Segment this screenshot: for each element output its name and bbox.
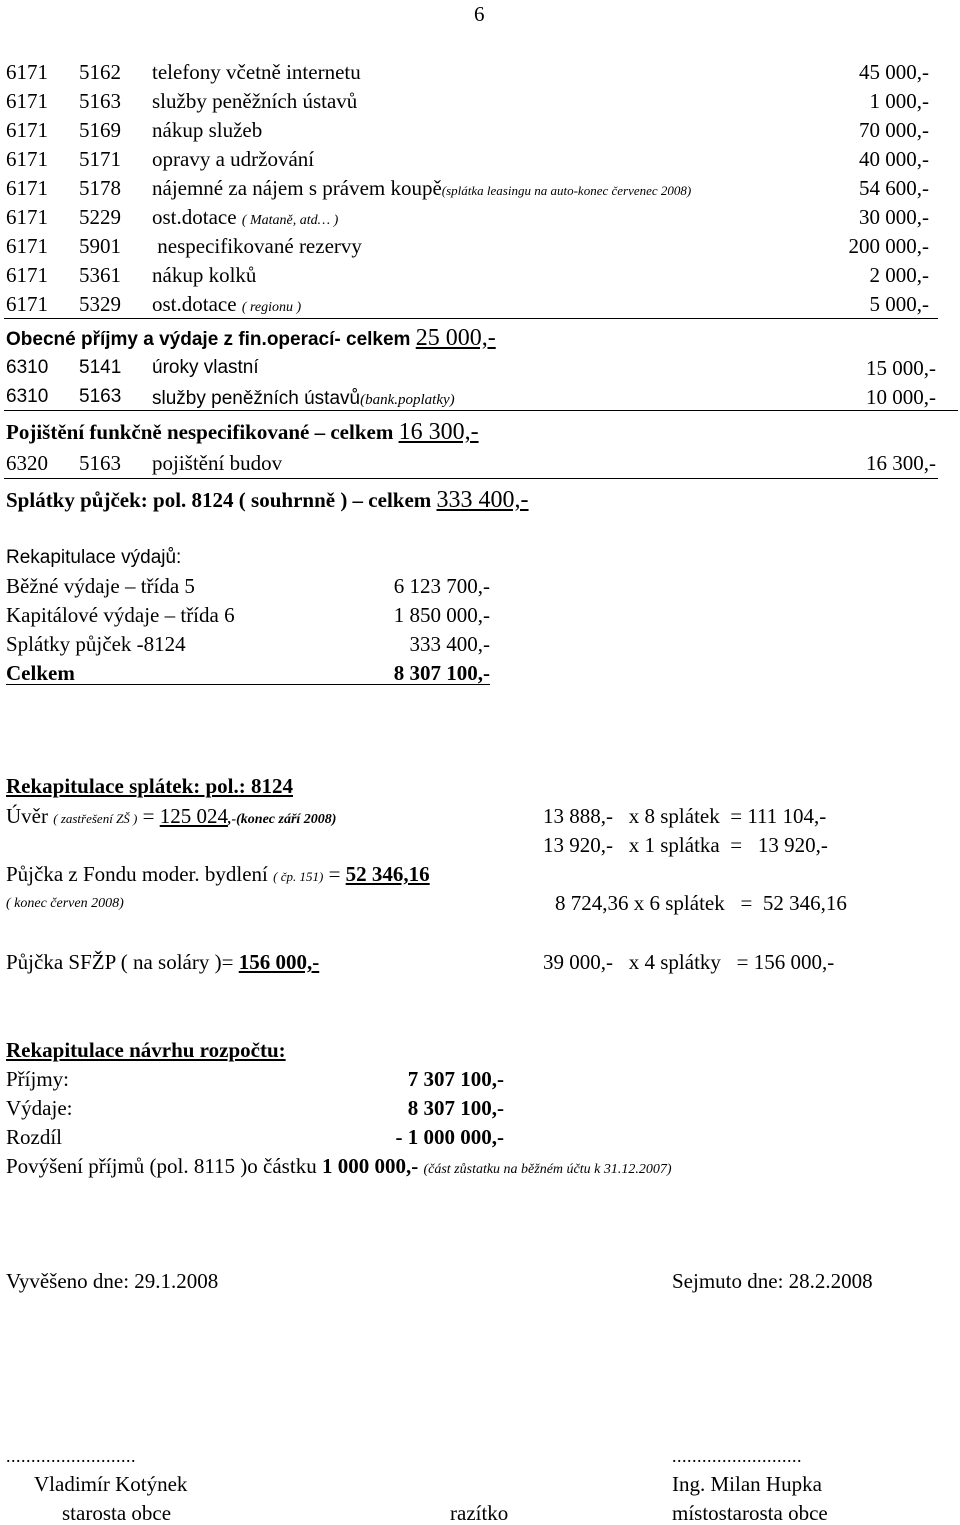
row-text: opravy a udržování <box>152 147 315 171</box>
posted-date: Vyvěšeno dne: 29.1.2008 <box>6 1269 219 1293</box>
uver-tail: ,-(konec září 2008) <box>227 812 337 827</box>
row-text: nákup kolků <box>152 263 257 287</box>
divider <box>4 478 938 479</box>
uver-note: ( zastřešení ZŠ ) <box>53 811 138 826</box>
fond-amount: 52 346,16 <box>345 862 430 886</box>
row-text: pojištění budov <box>152 451 283 475</box>
row-text: nespecifikované rezervy <box>152 234 362 258</box>
recap-budget-title: Rekapitulace návrhu rozpočtu: <box>6 1038 286 1062</box>
row-amount: 70 000,- <box>859 118 929 142</box>
section-ins-title: Pojištění funkčně nespecifikované – celkem <box>6 420 394 444</box>
row-text: nájemné za nájem s právem koupě <box>152 176 442 200</box>
row-text: nákup služeb <box>152 118 263 142</box>
left-signer-name: Vladimír Kotýnek <box>34 1472 188 1496</box>
divider <box>4 318 938 319</box>
increase-note: (část zůstatku na běžném účtu k 31.12.2007) <box>423 1162 672 1177</box>
row-text-with-note <box>152 387 455 408</box>
section-ins-total: 16 300,- <box>398 419 479 445</box>
recap-expenses-title: Rekapitulace výdajů: <box>6 547 182 568</box>
row-par: 6171 <box>6 147 48 171</box>
section-fin-total: 25 000,- <box>415 325 496 351</box>
row-pol: 5901 <box>79 234 121 258</box>
row-amount: 30 000,- <box>859 205 929 229</box>
row-par: 6171 <box>6 118 48 142</box>
fond-calc: 8 724,36 x 6 splátek = 52 346,16 <box>555 891 847 915</box>
uver-calc-2: 13 920,- x 1 splátka = 13 920,- <box>543 833 828 857</box>
recap-value: 333 400,- <box>409 632 490 656</box>
row-amount: 10 000,- <box>866 385 936 409</box>
fond-eq: = <box>323 862 346 886</box>
increase-line <box>6 1156 672 1177</box>
right-signer-role: místostarosta obce <box>672 1501 828 1525</box>
removed-date: Sejmuto dne: 28.2.2008 <box>672 1269 873 1293</box>
budget-label: Příjmy: <box>6 1067 70 1091</box>
row-amount: 2 000,- <box>869 263 929 287</box>
sfzp-label: Půjčka SFŽP ( na soláry )= <box>6 950 239 974</box>
fond-label: Půjčka z Fondu moder. bydlení <box>6 862 268 886</box>
row-text: úroky vlastní <box>152 357 259 378</box>
row-pol: 5162 <box>79 60 121 84</box>
recap-label: Kapitálové výdaje – třída 6 <box>6 603 235 627</box>
row-pol: 5229 <box>79 205 121 229</box>
recap-loans-title-line <box>6 776 293 797</box>
row-amount: 200 000,- <box>848 234 929 258</box>
recap-value: 1 850 000,- <box>393 603 490 627</box>
row-pol: 5163 <box>79 386 122 407</box>
section-loans-title: Splátky půjček: pol. 8124 ( souhrnně ) – celkem <box>6 488 432 512</box>
uver-label: Úvěr <box>6 804 48 828</box>
row-pol: 5361 <box>79 263 121 287</box>
row-par: 6171 <box>6 89 48 113</box>
section-fin-heading <box>6 326 496 350</box>
sfzp-line <box>6 952 319 973</box>
row-par: 6171 <box>6 60 48 84</box>
row-text-with-note <box>152 294 301 315</box>
uver-eq: = <box>137 804 160 828</box>
row-text: služby peněžních ústavů <box>152 388 361 409</box>
row-note: ( regionu ) <box>241 300 302 315</box>
total-underline <box>6 684 490 685</box>
row-amount: 45 000,- <box>859 60 929 84</box>
row-par: 6320 <box>6 451 48 475</box>
row-note: ( Mataně, atd… ) <box>241 213 339 228</box>
row-amount: 5 000,- <box>869 292 929 316</box>
uver-calc-1: 13 888,- x 8 splátek = 111 104,- <box>543 804 827 828</box>
recap-total-value: 8 307 100,- <box>393 661 490 685</box>
recap-value: 6 123 700,- <box>393 574 490 598</box>
section-fin-title: Obecné příjmy a výdaje z fin.operací- celkem <box>6 329 411 350</box>
budget-value: - 1 000 000,- <box>395 1125 504 1149</box>
fond-line <box>6 864 430 885</box>
row-par: 6310 <box>6 386 49 407</box>
recap-label: Běžné výdaje – třída 5 <box>6 574 195 598</box>
budget-value: 8 307 100,- <box>407 1096 504 1120</box>
recap-total-label: Celkem <box>6 661 75 685</box>
uver-line <box>6 806 336 827</box>
row-amount: 1 000,- <box>869 89 929 113</box>
uver-amount: 125 024 <box>159 804 228 828</box>
row-text: telefony včetně internetu <box>152 60 361 84</box>
row-text-with-note <box>152 207 338 228</box>
fond-end-note: ( konec červen 2008) <box>6 896 124 911</box>
row-note: (bank.poplatky) <box>360 392 455 408</box>
row-par: 6171 <box>6 292 48 316</box>
row-amount: 15 000,- <box>866 356 936 380</box>
fond-note: ( čp. 151) <box>273 869 324 884</box>
row-pol: 5141 <box>79 357 122 378</box>
row-par: 6171 <box>6 176 48 200</box>
row-par: 6171 <box>6 234 48 258</box>
row-note: (splátka leasingu na auto-konec červenec 2008) <box>441 183 692 198</box>
row-amount: 54 600,- <box>859 176 929 200</box>
row-pol: 5169 <box>79 118 121 142</box>
row-pol: 5329 <box>79 292 121 316</box>
row-text: ost.dotace <box>152 205 237 229</box>
section-ins-heading <box>6 420 479 444</box>
recap-loans-title: Rekapitulace splátek: pol. <box>6 774 239 798</box>
left-signer-role: starosta obce <box>62 1501 172 1525</box>
signature-line-right: .......................... <box>672 1446 802 1466</box>
budget-label: Výdaje: <box>6 1096 73 1120</box>
recap-loans-title-suffix: : 8124 <box>238 774 294 798</box>
budget-value: 7 307 100,- <box>407 1067 504 1091</box>
recap-label: Splátky půjček -8124 <box>6 632 186 656</box>
stamp-label: razítko <box>450 1501 509 1525</box>
increase-value: 1 000 000,- <box>321 1154 419 1178</box>
row-amount: 16 300,- <box>866 451 936 475</box>
section-loans-total: 333 400,- <box>436 487 529 513</box>
row-text: ost.dotace <box>152 292 237 316</box>
page-number: 6 <box>474 2 485 26</box>
signature-line-left: .......................... <box>6 1446 136 1466</box>
increase-label: Povýšení příjmů (pol. 8115 )o částku <box>6 1154 317 1178</box>
row-par: 6171 <box>6 205 48 229</box>
row-amount: 40 000,- <box>859 147 929 171</box>
divider <box>4 410 958 411</box>
row-par: 6171 <box>6 263 48 287</box>
row-pol: 5171 <box>79 147 121 171</box>
section-loans-heading <box>6 488 529 512</box>
row-text-with-note <box>152 178 691 199</box>
right-signer-name: Ing. Milan Hupka <box>672 1472 822 1496</box>
sfzp-calc: 39 000,- x 4 splátky = 156 000,- <box>543 950 835 974</box>
row-pol: 5163 <box>79 89 121 113</box>
row-pol: 5178 <box>79 176 121 200</box>
row-pol: 5163 <box>79 451 121 475</box>
row-text: služby peněžních ústavů <box>152 89 358 113</box>
budget-label: Rozdíl <box>6 1125 62 1149</box>
sfzp-amount: 156 000,- <box>238 950 320 974</box>
row-par: 6310 <box>6 357 49 378</box>
